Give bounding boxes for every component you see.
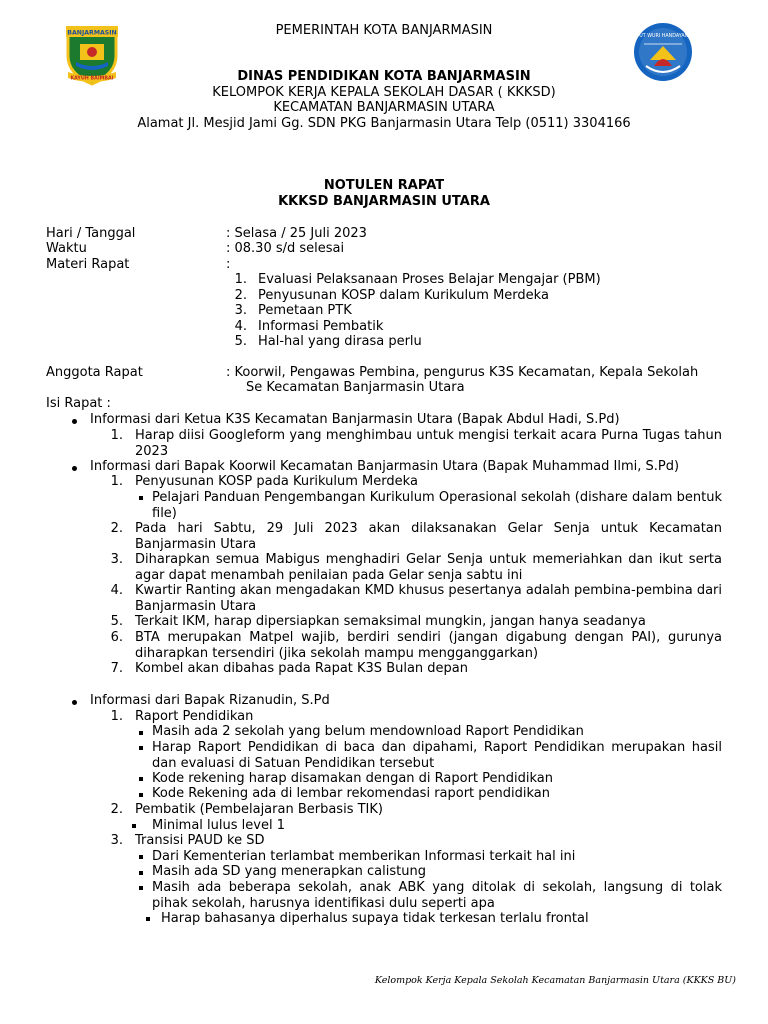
item-number: 2.	[110, 521, 123, 536]
materi-number: 1.	[234, 272, 247, 287]
page-footer: Kelompok Kerja Kepala Sekolah Kecamatan Banjarmasin Utara (KKKS BU)	[374, 975, 736, 986]
item-text: Raport Pendidikan	[135, 709, 254, 724]
item-text: Kombel akan dibahas pada Rapat K3S Bulan depan	[135, 661, 469, 676]
logo-top-text: BANJARMASIN	[67, 29, 117, 37]
sub-bullet	[139, 855, 143, 859]
bullet	[72, 419, 77, 424]
item-number: 1.	[110, 428, 123, 443]
sub-item-text: Masih ada 2 sekolah yang belum mendownload Raport Pendidikan	[152, 724, 584, 739]
item-text: Kwartir Ranting akan mengadakan KMD khusus pesertanya adalah pembina-pembina dari Banjarmasin Utara	[135, 583, 722, 614]
day-value: : Selasa / 25 Juli 2023	[226, 226, 367, 241]
section-title: Informasi dari Bapak Koorwil Kecamatan Banjarmasin Utara (Bapak Muhammad Ilmi, S.Pd)	[90, 459, 680, 474]
item-text: Pembatik (Pembelajaran Berbasis TIK)	[135, 802, 383, 817]
sub-item-text: Harap Raport Pendidikan di baca dan dipahami, Raport Pendidikan merupakan hasil dan evaluasi di Satuan Pendidikan tersebut	[152, 740, 722, 771]
sub-item-text: Dari Kementerian terlambat memberikan Informasi terkait hal ini	[152, 849, 576, 864]
materi-item: Penyusunan KOSP dalam Kurikulum Merdeka	[258, 288, 549, 303]
sub-item-text: Harap bahasanya diperhalus supaya tidak terkesan terlalu frontal	[161, 911, 589, 926]
time-label: Waktu	[46, 241, 87, 256]
isi-label: Isi Rapat :	[46, 396, 111, 411]
section-title: Informasi dari Ketua K3S Kecamatan Banjarmasin Utara (Bapak Abdul Hadi, S.Pd)	[90, 412, 620, 427]
anggota-value-cont: Se Kecamatan Banjarmasin Utara	[246, 380, 465, 395]
sub-bullet	[139, 886, 143, 890]
sub-item-text: Kode Rekening ada di lembar rekomendasi raport pendidikan	[152, 786, 551, 801]
item-number: 3.	[110, 552, 123, 567]
header-address: Alamat Jl. Mesjid Jami Gg. SDN PKG Banjarmasin Utara Telp (0511) 3304166	[137, 116, 631, 131]
item-text: Diharapkan semua Mabigus menghadiri Gelar Senja untuk memeriahkan dan ikut serta agar dapat menambah penilaian pada Gelar senja sabtu ini	[135, 552, 722, 583]
materi-number: 4.	[234, 319, 247, 334]
sub-bullet	[132, 824, 136, 828]
anggota-label: Anggota Rapat	[46, 365, 143, 380]
item-number: 6.	[110, 630, 123, 645]
item-text: Pada hari Sabtu, 29 Juli 2023 akan dilaksanakan Gelar Senja untuk Kecamatan Banjarmasin Utara	[135, 521, 722, 552]
sub-bullet	[139, 871, 143, 875]
header-gov: PEMERINTAH KOTA BANJARMASIN	[275, 23, 493, 38]
section-title: Informasi dari Bapak Rizanudin, S.Pd	[90, 693, 330, 708]
sub-bullet	[139, 793, 143, 797]
materi-number: 5.	[234, 334, 247, 349]
item-number: 4.	[110, 583, 123, 598]
item-number: 2.	[110, 802, 123, 817]
time-value: : 08.30 s/d selesai	[226, 241, 345, 256]
item-text: BTA merupakan Matpel wajib, berdiri sendiri (jangan digabung dengan PAI), gurunya diharapkan tersendiri (jika sekolah mampu mengganggarkan)	[135, 630, 722, 661]
logo-bottom-text: KAYUH BAIMBAI	[70, 76, 114, 82]
sub-item-text: Kode rekening harap disamakan dengan di Raport Pendidikan	[152, 771, 553, 786]
bullet	[72, 466, 77, 471]
materi-item: Hal-hal yang dirasa perlu	[258, 334, 422, 349]
title-line1: NOTULEN RAPAT	[323, 178, 445, 193]
item-text: Transisi PAUD ke SD	[135, 833, 265, 848]
sub-item-text: Minimal lulus level 1	[152, 818, 285, 833]
materi-item: Evaluasi Pelaksanaan Proses Belajar Mengajar (PBM)	[258, 272, 601, 287]
sub-bullet	[139, 746, 143, 750]
item-number: 5.	[110, 614, 123, 629]
sub-item-text: Masih ada SD yang menerapkan calistung	[152, 864, 426, 879]
materi-label: Materi Rapat	[46, 257, 130, 272]
bullet	[72, 700, 77, 705]
item-number: 1.	[110, 709, 123, 724]
day-label: Hari / Tanggal	[46, 226, 136, 241]
item-text: Harap diisi Googleform yang menghimbau untuk mengisi terkait acara Purna Tugas tahun 2023	[135, 428, 722, 459]
header-group: KELOMPOK KERJA KEPALA SEKOLAH DASAR ( KKKSD)	[212, 85, 556, 100]
logo-motto-text: TUT WURI HANDAYANI	[636, 34, 690, 39]
materi-item: Pemetaan PTK	[258, 303, 352, 318]
item-text: Penyusunan KOSP pada Kurikulum Merdeka	[135, 474, 418, 489]
item-number: 3.	[110, 833, 123, 848]
header-agency: DINAS PENDIDIKAN KOTA BANJARMASIN	[237, 69, 531, 84]
item-number: 1.	[110, 474, 123, 489]
item-number: 7.	[110, 661, 123, 676]
sub-item-text: Masih ada beberapa sekolah, anak ABK yang ditolak di sekolah, langsung di tolak pihak sekolah, harusnya identifikasi dulu seperti apa	[152, 880, 722, 911]
sub-bullet	[139, 777, 143, 781]
materi-item: Informasi Pembatik	[258, 319, 384, 334]
item-text: Terkait IKM, harap dipersiapkan semaksimal mungkin, jangan hanya seadanya	[135, 614, 646, 629]
header-district: KECAMATAN BANJARMASIN UTARA	[273, 100, 495, 115]
anggota-value: : Koorwil, Pengawas Pembina, pengurus K3S Kecamatan, Kepala Sekolah	[226, 365, 699, 380]
materi-number: 3.	[234, 303, 247, 318]
materi-number: 2.	[234, 288, 247, 303]
sub-bullet	[139, 496, 143, 500]
materi-colon: :	[226, 257, 231, 272]
sub-item-text: Pelajari Panduan Pengembangan Kurikulum Operasional sekolah (dishare dalam bentuk file)	[152, 490, 722, 521]
sub-bullet	[146, 917, 150, 921]
title-line2: KKKSD BANJARMASIN UTARA	[278, 194, 490, 209]
sub-bullet	[139, 731, 143, 735]
